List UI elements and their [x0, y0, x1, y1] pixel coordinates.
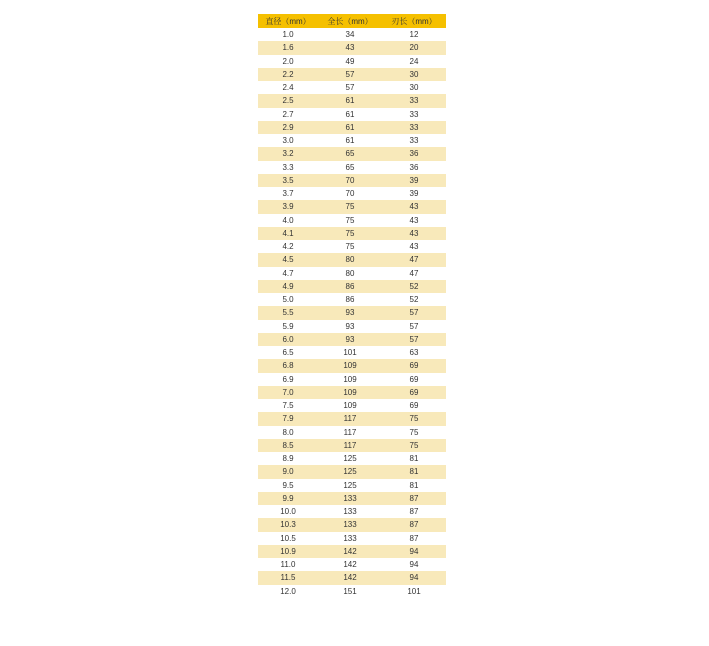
- table-row: [258, 134, 446, 147]
- table-row: [258, 465, 446, 478]
- cell-total-length: 117: [343, 414, 357, 424]
- cell-diameter: 5.0: [282, 295, 294, 305]
- cell-total-length: 109: [343, 401, 357, 411]
- table-body: [258, 28, 446, 598]
- table-row: [258, 426, 446, 439]
- cell-total-length: 57: [345, 69, 355, 79]
- cell-total-length: 65: [345, 162, 355, 172]
- cell-diameter: 3.9: [282, 202, 294, 212]
- table-row: [258, 320, 446, 333]
- table-row: [258, 55, 446, 68]
- cell-total-length: 80: [345, 268, 355, 278]
- header-row: [258, 14, 446, 28]
- cell-flute-length: 87: [409, 520, 419, 530]
- cell-total-length: 57: [345, 83, 355, 93]
- cell-diameter: 2.9: [282, 122, 294, 132]
- table-row: [258, 532, 446, 545]
- cell-diameter: 2.4: [282, 83, 294, 93]
- cell-flute-length: 47: [409, 268, 419, 278]
- cell-flute-length: 94: [409, 546, 419, 556]
- table-row: [258, 558, 446, 571]
- table-row: [258, 386, 446, 399]
- cell-diameter: 3.2: [282, 149, 294, 159]
- cell-diameter: 3.0: [282, 136, 294, 146]
- cell-total-length: 61: [345, 122, 355, 132]
- table-row: [258, 108, 446, 121]
- cell-flute-length: 69: [409, 387, 419, 397]
- cell-total-length: 80: [345, 255, 355, 265]
- cell-flute-length: 43: [409, 202, 419, 212]
- table-row: [258, 200, 446, 213]
- cell-total-length: 117: [343, 427, 357, 437]
- cell-flute-length: 36: [409, 149, 419, 159]
- cell-flute-length: 33: [409, 109, 419, 119]
- cell-flute-length: 87: [409, 493, 419, 503]
- table-row: [258, 161, 446, 174]
- table-row: [258, 174, 446, 187]
- cell-flute-length: 87: [409, 507, 419, 517]
- cell-flute-length: 87: [409, 533, 419, 543]
- table-row: [258, 68, 446, 81]
- cell-total-length: 86: [345, 281, 355, 291]
- cell-flute-length: 57: [409, 334, 419, 344]
- cell-total-length: 65: [345, 149, 355, 159]
- table-row: [258, 399, 446, 412]
- cell-diameter: 2.0: [282, 56, 294, 66]
- cell-total-length: 86: [345, 295, 355, 305]
- cell-diameter: 11.5: [280, 573, 296, 583]
- cell-flute-length: 43: [409, 215, 419, 225]
- table-row: [258, 214, 446, 227]
- table-row: [258, 452, 446, 465]
- cell-diameter: 7.5: [282, 401, 294, 411]
- table-row: [258, 121, 446, 134]
- table-row: [258, 280, 446, 293]
- cell-flute-length: 69: [409, 361, 419, 371]
- cell-total-length: 109: [343, 374, 357, 384]
- cell-flute-length: 75: [409, 414, 419, 424]
- cell-diameter: 7.9: [282, 414, 294, 424]
- cell-total-length: 93: [345, 334, 355, 344]
- cell-diameter: 3.3: [282, 162, 294, 172]
- table-row: [258, 147, 446, 160]
- table-row: [258, 518, 446, 531]
- table-row: [258, 227, 446, 240]
- cell-flute-length: 94: [409, 573, 419, 583]
- cell-total-length: 109: [343, 361, 357, 371]
- cell-diameter: 11.0: [280, 560, 296, 570]
- table-row: [258, 346, 446, 359]
- cell-total-length: 142: [343, 573, 357, 583]
- table-row: [258, 187, 446, 200]
- cell-flute-length: 81: [409, 454, 419, 464]
- cell-diameter: 2.7: [282, 109, 294, 119]
- cell-diameter: 1.0: [282, 30, 294, 40]
- cell-diameter: 1.6: [282, 43, 294, 53]
- cell-total-length: 133: [343, 533, 357, 543]
- table-row: [258, 41, 446, 54]
- cell-total-length: 75: [345, 215, 355, 225]
- cell-total-length: 75: [345, 228, 355, 238]
- cell-total-length: 75: [345, 202, 355, 212]
- cell-flute-length: 75: [409, 440, 419, 450]
- table-row: [258, 492, 446, 505]
- cell-flute-length: 39: [409, 189, 419, 199]
- cell-flute-length: 30: [409, 83, 419, 93]
- cell-diameter: 3.7: [282, 189, 294, 199]
- table-header: [258, 14, 446, 28]
- cell-flute-length: 43: [409, 242, 419, 252]
- cell-flute-length: 69: [409, 401, 419, 411]
- cell-diameter: 5.9: [282, 321, 294, 331]
- table-row: [258, 81, 446, 94]
- header-diameter: 直径（mm）: [265, 16, 311, 26]
- cell-diameter: 4.5: [282, 255, 294, 265]
- cell-flute-length: 52: [409, 281, 419, 291]
- table-row: [258, 545, 446, 558]
- cell-flute-length: 39: [409, 175, 419, 185]
- cell-total-length: 142: [343, 560, 357, 570]
- cell-diameter: 4.0: [282, 215, 294, 225]
- cell-diameter: 2.5: [282, 96, 294, 106]
- cell-flute-length: 81: [409, 467, 419, 477]
- cell-diameter: 9.0: [282, 467, 294, 477]
- table-row: [258, 505, 446, 518]
- cell-total-length: 125: [343, 467, 357, 477]
- cell-total-length: 61: [345, 96, 355, 106]
- table-row: [258, 253, 446, 266]
- table-row: [258, 585, 446, 598]
- cell-total-length: 125: [343, 454, 357, 464]
- cell-total-length: 43: [345, 43, 355, 53]
- cell-total-length: 70: [345, 175, 355, 185]
- cell-total-length: 142: [343, 546, 357, 556]
- cell-diameter: 3.5: [282, 175, 294, 185]
- cell-flute-length: 47: [409, 255, 419, 265]
- cell-flute-length: 33: [409, 136, 419, 146]
- cell-flute-length: 81: [409, 480, 419, 490]
- cell-diameter: 2.2: [282, 69, 294, 79]
- cell-diameter: 8.0: [282, 427, 294, 437]
- header-total-length: 全长（mm）: [327, 16, 373, 26]
- cell-diameter: 7.0: [282, 387, 294, 397]
- cell-total-length: 151: [343, 586, 357, 596]
- cell-diameter: 10.9: [280, 546, 296, 556]
- table-row: [258, 306, 446, 319]
- cell-total-length: 49: [345, 56, 355, 66]
- cell-flute-length: 33: [409, 96, 419, 106]
- cell-diameter: 4.9: [282, 281, 294, 291]
- table-row: [258, 240, 446, 253]
- cell-total-length: 93: [345, 321, 355, 331]
- cell-total-length: 75: [345, 242, 355, 252]
- cell-diameter: 8.9: [282, 454, 294, 464]
- cell-diameter: 10.0: [280, 507, 296, 517]
- cell-diameter: 9.5: [282, 480, 294, 490]
- table-row: [258, 479, 446, 492]
- cell-flute-length: 43: [409, 228, 419, 238]
- cell-flute-length: 24: [409, 56, 419, 66]
- table-row: [258, 359, 446, 372]
- cell-flute-length: 52: [409, 295, 419, 305]
- cell-diameter: 6.0: [282, 334, 294, 344]
- table-row: [258, 412, 446, 425]
- cell-diameter: 4.1: [282, 228, 294, 238]
- cell-total-length: 133: [343, 507, 357, 517]
- cell-flute-length: 12: [409, 30, 419, 40]
- cell-total-length: 70: [345, 189, 355, 199]
- table-row: [258, 293, 446, 306]
- cell-flute-length: 20: [409, 43, 419, 53]
- header-flute-length: 刃长（mm）: [391, 16, 437, 26]
- cell-total-length: 133: [343, 493, 357, 503]
- cell-total-length: 61: [345, 136, 355, 146]
- cell-flute-length: 36: [409, 162, 419, 172]
- cell-total-length: 61: [345, 109, 355, 119]
- cell-total-length: 133: [343, 520, 357, 530]
- cell-total-length: 93: [345, 308, 355, 318]
- cell-diameter: 8.5: [282, 440, 294, 450]
- cell-flute-length: 94: [409, 560, 419, 570]
- table-row: [258, 571, 446, 584]
- table-row: [258, 267, 446, 280]
- cell-diameter: 10.5: [280, 533, 296, 543]
- cell-flute-length: 75: [409, 427, 419, 437]
- cell-flute-length: 69: [409, 374, 419, 384]
- cell-flute-length: 57: [409, 308, 419, 318]
- cell-total-length: 109: [343, 387, 357, 397]
- cell-diameter: 4.2: [282, 242, 294, 252]
- cell-flute-length: 63: [409, 348, 419, 358]
- cell-diameter: 6.9: [282, 374, 294, 384]
- cell-flute-length: 101: [407, 586, 421, 596]
- cell-diameter: 6.5: [282, 348, 294, 358]
- cell-total-length: 101: [343, 348, 357, 358]
- cell-diameter: 5.5: [282, 308, 294, 318]
- table-row: [258, 94, 446, 107]
- cell-flute-length: 33: [409, 122, 419, 132]
- cell-total-length: 34: [345, 30, 355, 40]
- cell-flute-length: 57: [409, 321, 419, 331]
- cell-diameter: 4.7: [282, 268, 294, 278]
- table-row: [258, 333, 446, 346]
- cell-diameter: 9.9: [282, 493, 294, 503]
- cell-total-length: 125: [343, 480, 357, 490]
- cell-diameter: 12.0: [280, 586, 296, 596]
- table-row: [258, 373, 446, 386]
- cell-total-length: 117: [343, 440, 357, 450]
- table-row: [258, 28, 446, 41]
- cell-diameter: 6.8: [282, 361, 294, 371]
- cell-flute-length: 30: [409, 69, 419, 79]
- spec-table: [258, 14, 446, 598]
- table-row: [258, 439, 446, 452]
- cell-diameter: 10.3: [280, 520, 296, 530]
